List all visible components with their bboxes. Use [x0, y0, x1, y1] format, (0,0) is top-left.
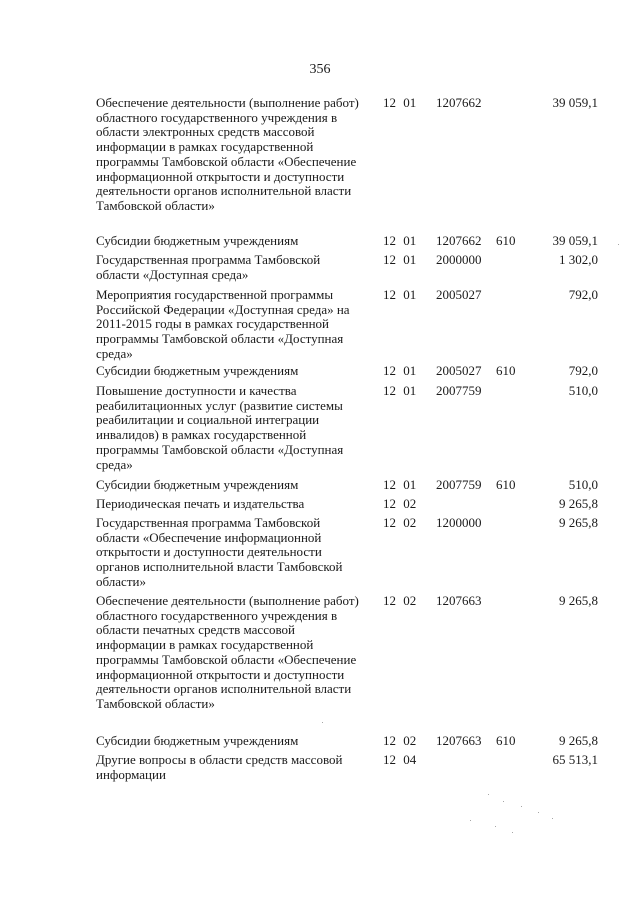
- row-amount: 39 059,1: [552, 233, 598, 248]
- row-expense-type: 610: [496, 363, 516, 378]
- scan-speck: [512, 832, 513, 833]
- row-section: 12 04: [383, 752, 417, 767]
- row-amount: 9 265,8: [559, 733, 598, 748]
- scan-speck: [538, 812, 539, 813]
- row-expense-type: 610: [496, 477, 516, 492]
- row-target-code: 1207663: [436, 733, 482, 748]
- row-amount: 39 059,1: [552, 95, 598, 110]
- row-section: 12 01: [383, 477, 417, 492]
- row-amount: 9 265,8: [559, 496, 598, 511]
- row-expense-type: 610: [496, 233, 516, 248]
- row-target-code: 2005027: [436, 287, 482, 302]
- row-description: Государственная программа Тамбовской области «Обеспечение информационной открытости и доступности деятельности органов исполнительной власти Тамбовской области»: [96, 515, 343, 589]
- row-section: 12 01: [383, 95, 417, 110]
- scan-speck: [470, 820, 471, 821]
- row-description: Субсидии бюджетным учреждениям: [96, 477, 299, 492]
- row-target-code: 1207663: [436, 593, 482, 608]
- page-number: 356: [309, 62, 331, 77]
- scan-speck: [521, 806, 522, 807]
- row-amount: 65 513,1: [552, 752, 598, 767]
- row-description: Субсидии бюджетным учреждениям: [96, 733, 299, 748]
- row-amount: 792,0: [568, 287, 598, 302]
- row-section: 12 01: [383, 383, 417, 398]
- row-description: Субсидии бюджетным учреждениям: [96, 363, 299, 378]
- row-section: 12 02: [383, 733, 417, 748]
- row-section: 12 02: [383, 593, 417, 608]
- row-section: 12 01: [383, 287, 417, 302]
- row-section: 12 02: [383, 496, 417, 511]
- row-target-code: 2000000: [436, 252, 482, 267]
- row-description: Повышение доступности и качества реабилитационных услуг (развитие системы реабилитации и социальной интеграции инвалидов) в рамках государственной программы Тамбовской области «Доступная среда»: [96, 383, 344, 472]
- row-description: Обеспечение деятельности (выполнение работ) областного государственного учреждения в области электронных средств массовой информации в рамках государственной программы Тамбовской области «Обеспечение информационной открытости и доступности деятельности органов исполнительной власти Тамбовской области»: [96, 95, 359, 213]
- scan-speck: [488, 794, 489, 795]
- scan-speck: [552, 818, 553, 819]
- row-description: Обеспечение деятельности (выполнение работ) областного государственного учреждения в области печатных средств массовой информации в рамках государственной программы Тамбовской области «Обеспечение информационной открытости и доступности деятельности органов исполнительной власти Тамбовской области»: [96, 593, 359, 711]
- row-amount: 510,0: [568, 383, 598, 398]
- row-target-code: 2005027: [436, 363, 482, 378]
- scan-speck: [618, 244, 619, 245]
- row-description: Государственная программа Тамбовской области «Доступная среда»: [96, 252, 321, 282]
- row-description: Периодическая печать и издательства: [96, 496, 305, 511]
- row-section: 12 01: [383, 252, 417, 267]
- row-amount: 792,0: [568, 363, 598, 378]
- row-amount: 9 265,8: [559, 515, 598, 530]
- row-target-code: 2007759: [436, 477, 482, 492]
- row-description: Субсидии бюджетным учреждениям: [96, 233, 299, 248]
- row-target-code: 1207662: [436, 233, 482, 248]
- row-section: 12 01: [383, 363, 417, 378]
- scan-speck: [503, 801, 504, 802]
- row-section: 12 02: [383, 515, 417, 530]
- row-target-code: 1200000: [436, 515, 482, 530]
- row-section: 12 01: [383, 233, 417, 248]
- row-target-code: 2007759: [436, 383, 482, 398]
- row-target-code: 1207662: [436, 95, 482, 110]
- scan-speck: [495, 826, 496, 827]
- scan-speck: [322, 722, 323, 723]
- row-amount: 9 265,8: [559, 593, 598, 608]
- row-amount: 510,0: [568, 477, 598, 492]
- row-amount: 1 302,0: [559, 252, 598, 267]
- row-description: Мероприятия государственной программы Российской Федерации «Доступная среда» на 2011-2015 годы в рамках государственной программы Тамбовской области «Доступная среда»: [96, 287, 350, 361]
- row-description: Другие вопросы в области средств массовой информации: [96, 752, 343, 782]
- row-expense-type: 610: [496, 733, 516, 748]
